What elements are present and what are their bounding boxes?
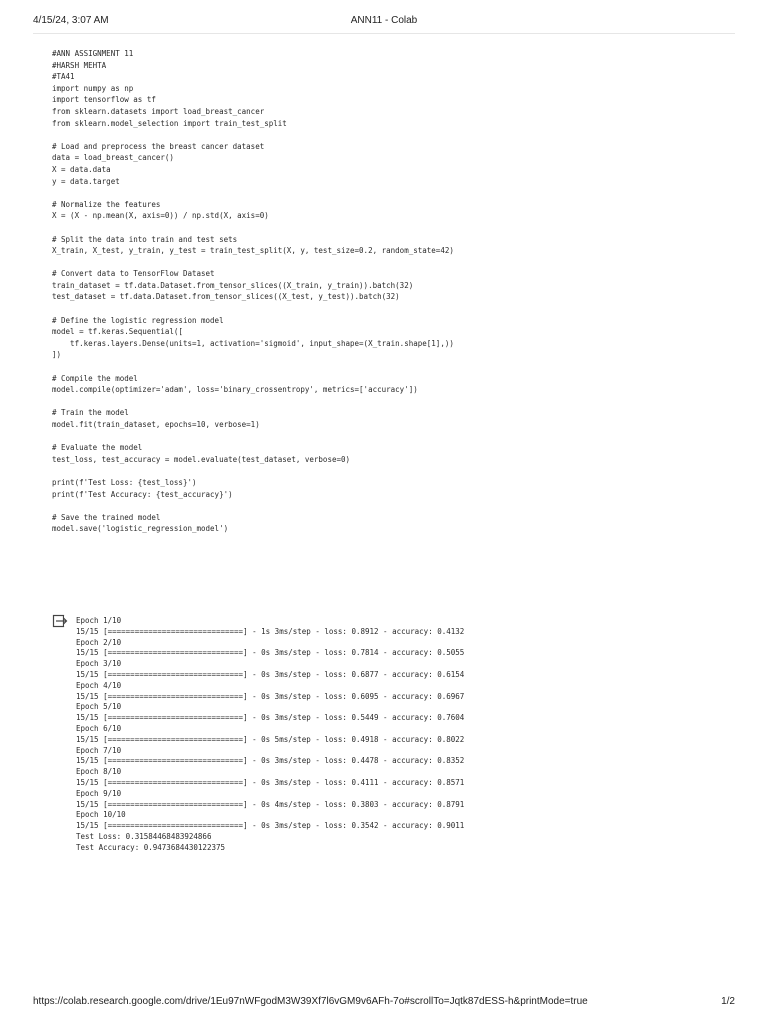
page-title: ANN11 - Colab (350, 15, 418, 26)
output-log: Epoch 1/10 15/15 [==============================] - 1s 3ms/step - loss: 0.8912 - accuracy: 0.4132 Epoch 2/10 15/15 [==============================] - 0s 3ms/step - loss: 0.7814 - accuracy: 0.5055 Epoch 3/10 15/15 [==============================] - 0s 3ms/step - loss: 0.6877 - accuracy: 0.6154 Epoch 4/10 15/15 [==============================] - 0s 3ms/step - loss: 0.6095 - accuracy: 0.6967 Epoch 5/10 15/15 [==============================] - 0s 3ms/step - loss: 0.5449 - accuracy: 0.7604 Epoch 6/10 15/15 [==============================] - 0s 5ms/step - loss: 0.4918 - accuracy: 0.8022 Epoch 7/10 15/15 [==============================] - 0s 3ms/step - loss: 0.4478 - accuracy: 0.8352 Epoch 8/10 15/15 [==============================] - 0s 3ms/step - loss: 0.4111 - accuracy: 0.8571 Epoch 9/10 15/15 [==============================] - 0s 4ms/step - loss: 0.3803 - accuracy: 0.8791 Epoch 10/10 15/15 [==============================] - 0s 3ms/step - loss: 0.3542 - accuracy: 0.9011 Test Loss: 0.31584468483924866 Test Accuracy: 0.9473684430122375 (76, 616, 465, 852)
print-header (33, 15, 735, 29)
print-footer (33, 996, 735, 1010)
code-cell[interactable] (52, 48, 728, 535)
code-cell-source[interactable]: #ANN ASSIGNMENT 11 #HARSH MEHTA #TA41 import numpy as np import tensorflow as tf from sklearn.datasets import load_breast_cancer from sklearn.model_selection import train_test_split # Load and preprocess the breast cancer dataset data = load_breast_cancer() X = data.data y = data.target # Normalize the features X = (X - np.mean(X, axis=0)) / np.std(X, axis=0) # Split the data into train and test sets X_train, X_test, y_train, y_test = train_test_split(X, y, test_size=0.2, random_state=42) # Convert data to TensorFlow Dataset train_dataset = tf.data.Dataset.from_tensor_slices((X_train, y_train)).batch(32) test_dataset = tf.data.Dataset.from_tensor_slices((X_test, y_test)).batch(32) # Define the logistic regression model model = tf.keras.Sequential([ tf.keras.layers.Dense(units=1, activation='sigmoid', input_shape=(X_train.shape[1],)) ]) # Compile the model model.compile(optimizer='adam', loss='binary_crossentropy', metrics=['accuracy']) # Train the model model.fit(train_dataset, epochs=10, verbose=1) # Evaluate the model test_loss, test_accuracy = model.evaluate(test_dataset, verbose=0) print(f'Test Loss: {test_loss}') print(f'Test Accuracy: {test_accuracy}') # Save the trained model model.save('logistic_regression_model') (52, 49, 454, 534)
page-number: 1/2 (721, 996, 735, 1007)
output-text-block (76, 616, 464, 854)
print-datetime: 4/15/24, 3:07 AM (33, 15, 109, 26)
header-divider (33, 33, 735, 34)
page-url: https://colab.research.google.com/drive/1Eu97nWFgodM3W39Xf7l6vGM9v6AFh-7o#scrollTo=Jqtk87dESS-h&printMode=true (33, 996, 588, 1007)
output-redirect-icon[interactable] (52, 614, 68, 628)
